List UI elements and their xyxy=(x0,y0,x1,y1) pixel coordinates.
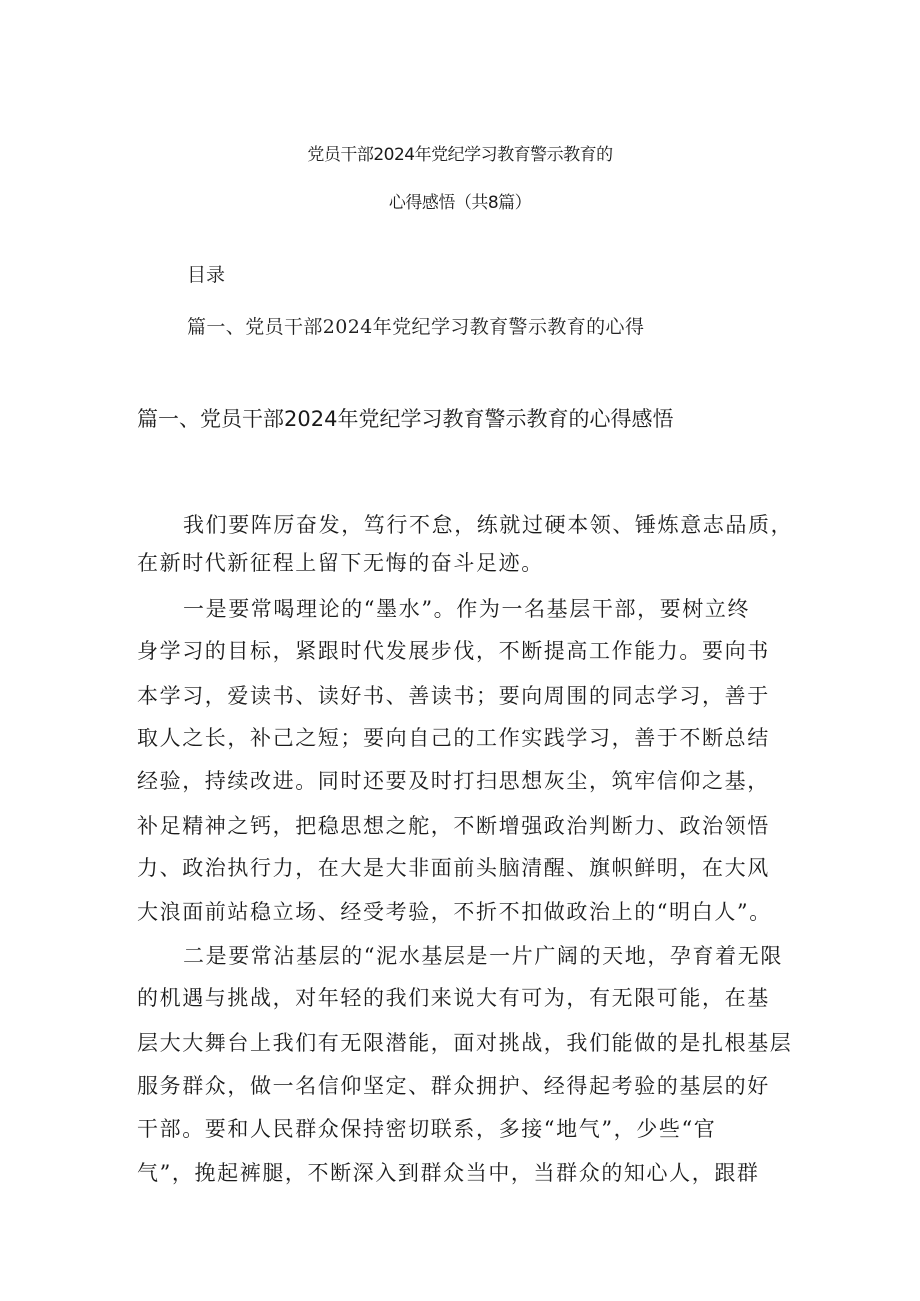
body-line: 二是要常沾基层的“泥水基层是一片广阔的天地，孕育着无限 xyxy=(183,944,783,968)
body-line: 的机遇与挑战，对年轻的我们来说大有可为，有无限可能，在基 xyxy=(137,986,770,1010)
toc-item[interactable]: 篇一、党员干部2024年党纪学习教育警示教育的心得 xyxy=(187,316,645,338)
body-line: 力、政治执行力，在大是大非面前头脑清醒、旗帜鲜明，在大风 xyxy=(137,856,770,880)
toc-label: 目录 xyxy=(187,264,226,286)
body-line: 取人之长，补己之短；要向自己的工作实践学习，善于不断总结 xyxy=(137,726,770,750)
body-line: 干部。要和人民群众保持密切联系，多接“地气”，少些“官 xyxy=(137,1117,717,1141)
body-line: 一是要常喝理论的“墨水”。作为一名基层干部，要树立终 xyxy=(183,597,751,621)
document-title-line-2: 心得感悟（共8篇） xyxy=(388,193,532,213)
section-heading: 篇一、党员干部2024年党纪学习教育警示教育的心得感悟 xyxy=(137,407,674,431)
body-line: 大浪面前站稳立场、经受考验，不折不扣做政治上的“明白人”。 xyxy=(137,900,772,924)
body-line: 在新时代新征程上留下无悔的奋斗足迹。 xyxy=(137,551,544,575)
body-line: 补足精神之钙，把稳思想之舵，不断增强政治判断力、政治领悟 xyxy=(137,814,770,838)
body-line: 服务群众，做一名信仰坚定、群众拥护、经得起考验的基层的好 xyxy=(137,1074,770,1098)
body-line: 身学习的目标，紧跟时代发展步伐，不断提高工作能力。要向书 xyxy=(137,639,770,663)
body-line: 经验，持续改进。同时还要及时打扫思想灰尘，筑牢信仰之基， xyxy=(137,769,770,793)
body-line: 本学习，爱读书、读好书、善读书；要向周围的同志学习，善于 xyxy=(137,684,770,708)
body-line: 层大大舞台上我们有无限潜能，面对挑战，我们能做的是扎根基层 xyxy=(137,1031,793,1055)
body-line: 气”，挽起裤腿，不断深入到群众当中，当群众的知心人，跟群 xyxy=(137,1161,760,1185)
document-title-line-1: 党员干部2024年党纪学习教育警示教育的 xyxy=(307,145,613,165)
body-line: 我们要阵厉奋发，笃行不怠，练就过硬本领、锤炼意志品质， xyxy=(183,513,794,537)
